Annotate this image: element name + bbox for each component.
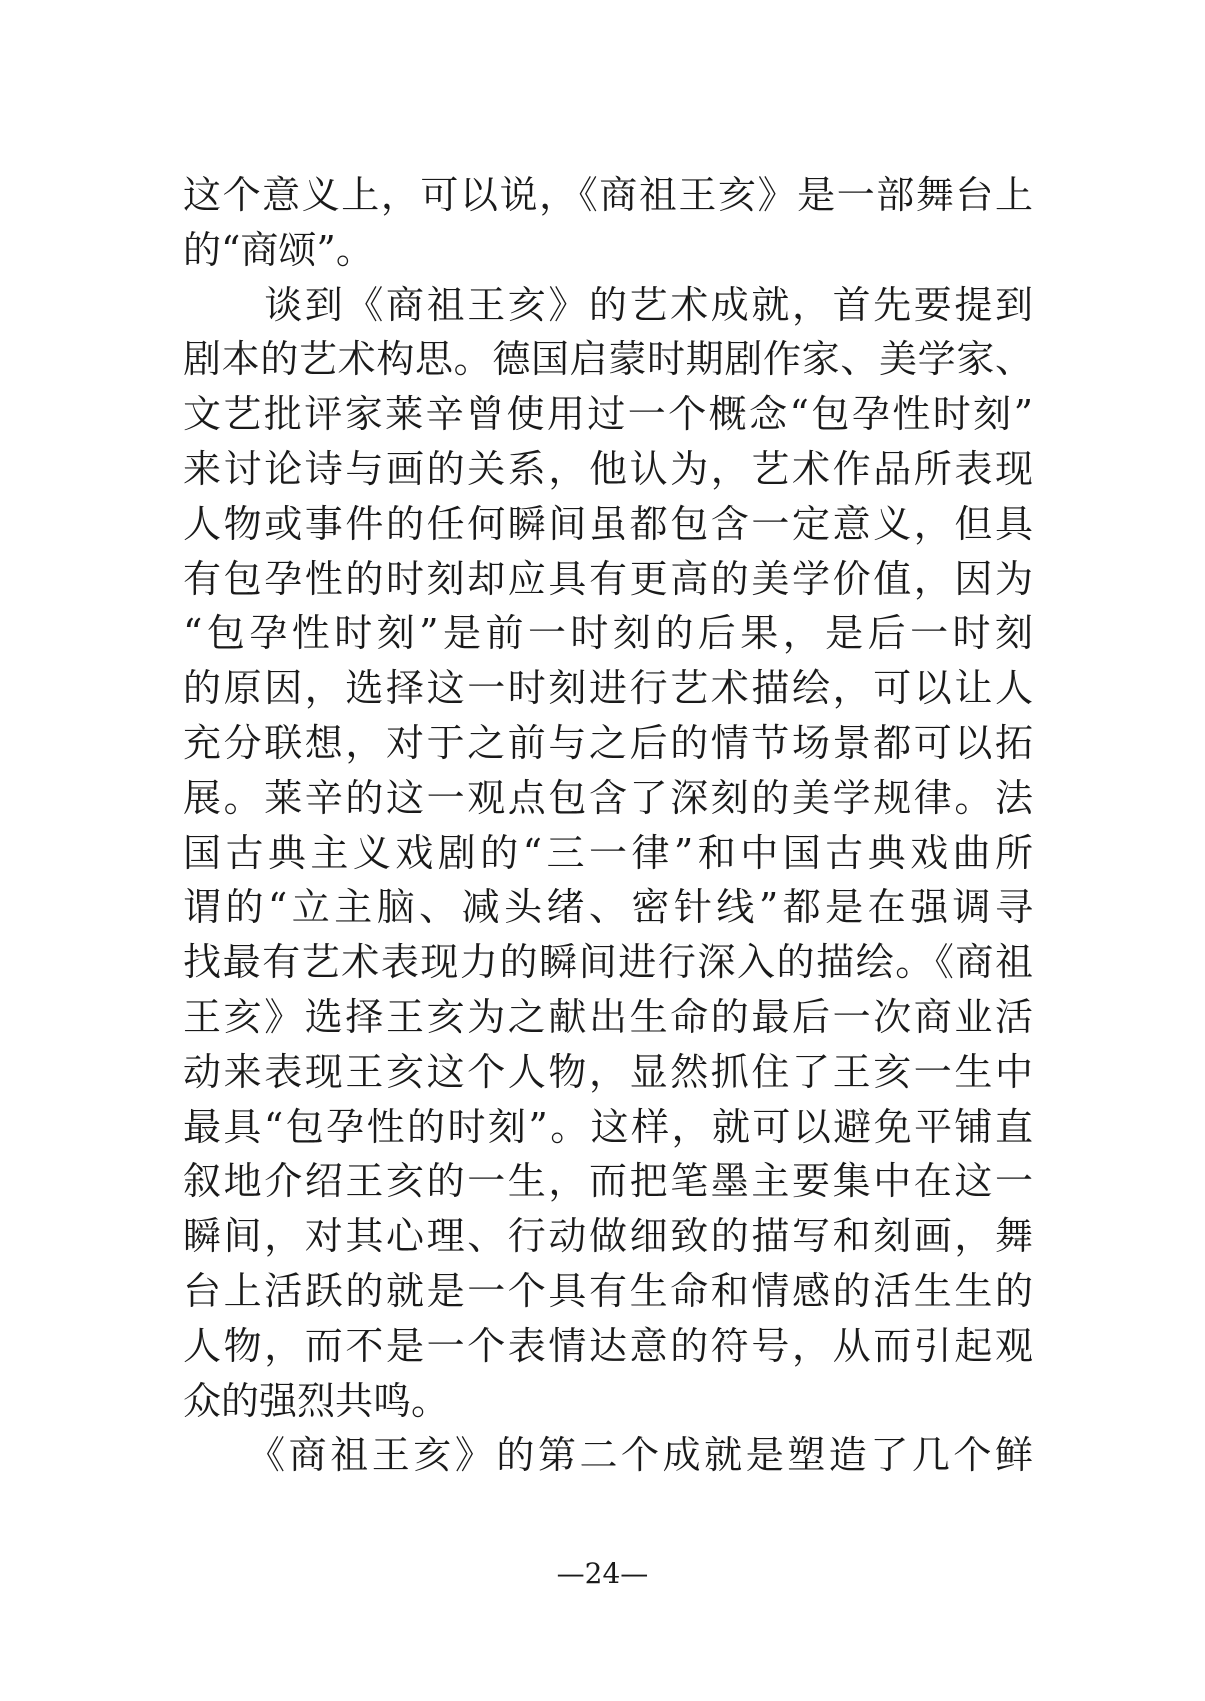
text-line: 众的强烈共鸣。 <box>183 1378 450 1423</box>
text-line: 有包孕性的时刻却应具有更高的美学价值，因为 <box>183 556 1033 601</box>
text-line: 国古典主义戏剧的“三一律”和中国古典戏曲所 <box>183 830 1033 875</box>
text-line: 文艺批评家莱辛曾使用过一个概念“包孕性时刻” <box>183 392 1033 437</box>
text-line: 的“商颂”。 <box>183 227 374 272</box>
text-line: 人物或事件的任何瞬间虽都包含一定意义，但具 <box>183 501 1033 546</box>
text-line: 最具“包孕性的时刻”。这样，就可以避免平铺直 <box>183 1104 1033 1149</box>
text-line: 这个意义上，可以说，《商祖王亥》是一部舞台上 <box>183 173 1033 217</box>
text-line: 谈到《商祖王亥》的艺术成就，首先要提到 <box>183 282 1033 327</box>
text-line: 瞬间，对其心理、行动做细致的描写和刻画，舞 <box>183 1214 1033 1259</box>
text-line: “包孕性时刻”是前一时刻的后果，是后一时刻 <box>183 611 1033 656</box>
document-body <box>183 168 1033 1483</box>
text-line: 叙地介绍王亥的一生，而把笔墨主要集中在这一 <box>183 1159 1033 1204</box>
text-line: 的原因，选择这一时刻进行艺术描绘，可以让人 <box>183 666 1033 711</box>
text-line: 来讨论诗与画的关系，他认为，艺术作品所表现 <box>183 446 1033 491</box>
text-line: 动来表现王亥这个人物，显然抓住了王亥一生中 <box>183 1049 1033 1094</box>
text-line: 找最有艺术表现力的瞬间进行深入的描绘。《商祖 <box>183 940 1033 985</box>
text-line: 展。莱辛的这一观点包含了深刻的美学规律。法 <box>183 775 1033 820</box>
text-line: 充分联想，对于之前与之后的情节场景都可以拓 <box>183 720 1033 765</box>
text-line: 谓的“立主脑、减头绪、密针线”都是在强调寻 <box>183 885 1033 930</box>
text-line: 王亥》选择王亥为之献出生命的最后一次商业活 <box>183 994 1033 1039</box>
text-line: 《商祖王亥》的第二个成就是塑造了几个鲜 <box>183 1433 1033 1478</box>
text-line: 人物，而不是一个表情达意的符号，从而引起观 <box>183 1323 1033 1368</box>
text-line: 剧本的艺术构思。德国启蒙时期剧作家、美学家、 <box>183 337 1033 382</box>
text-line: 台上活跃的就是一个具有生命和情感的活生生的 <box>183 1268 1033 1313</box>
page-number: —24— <box>556 1557 649 1590</box>
